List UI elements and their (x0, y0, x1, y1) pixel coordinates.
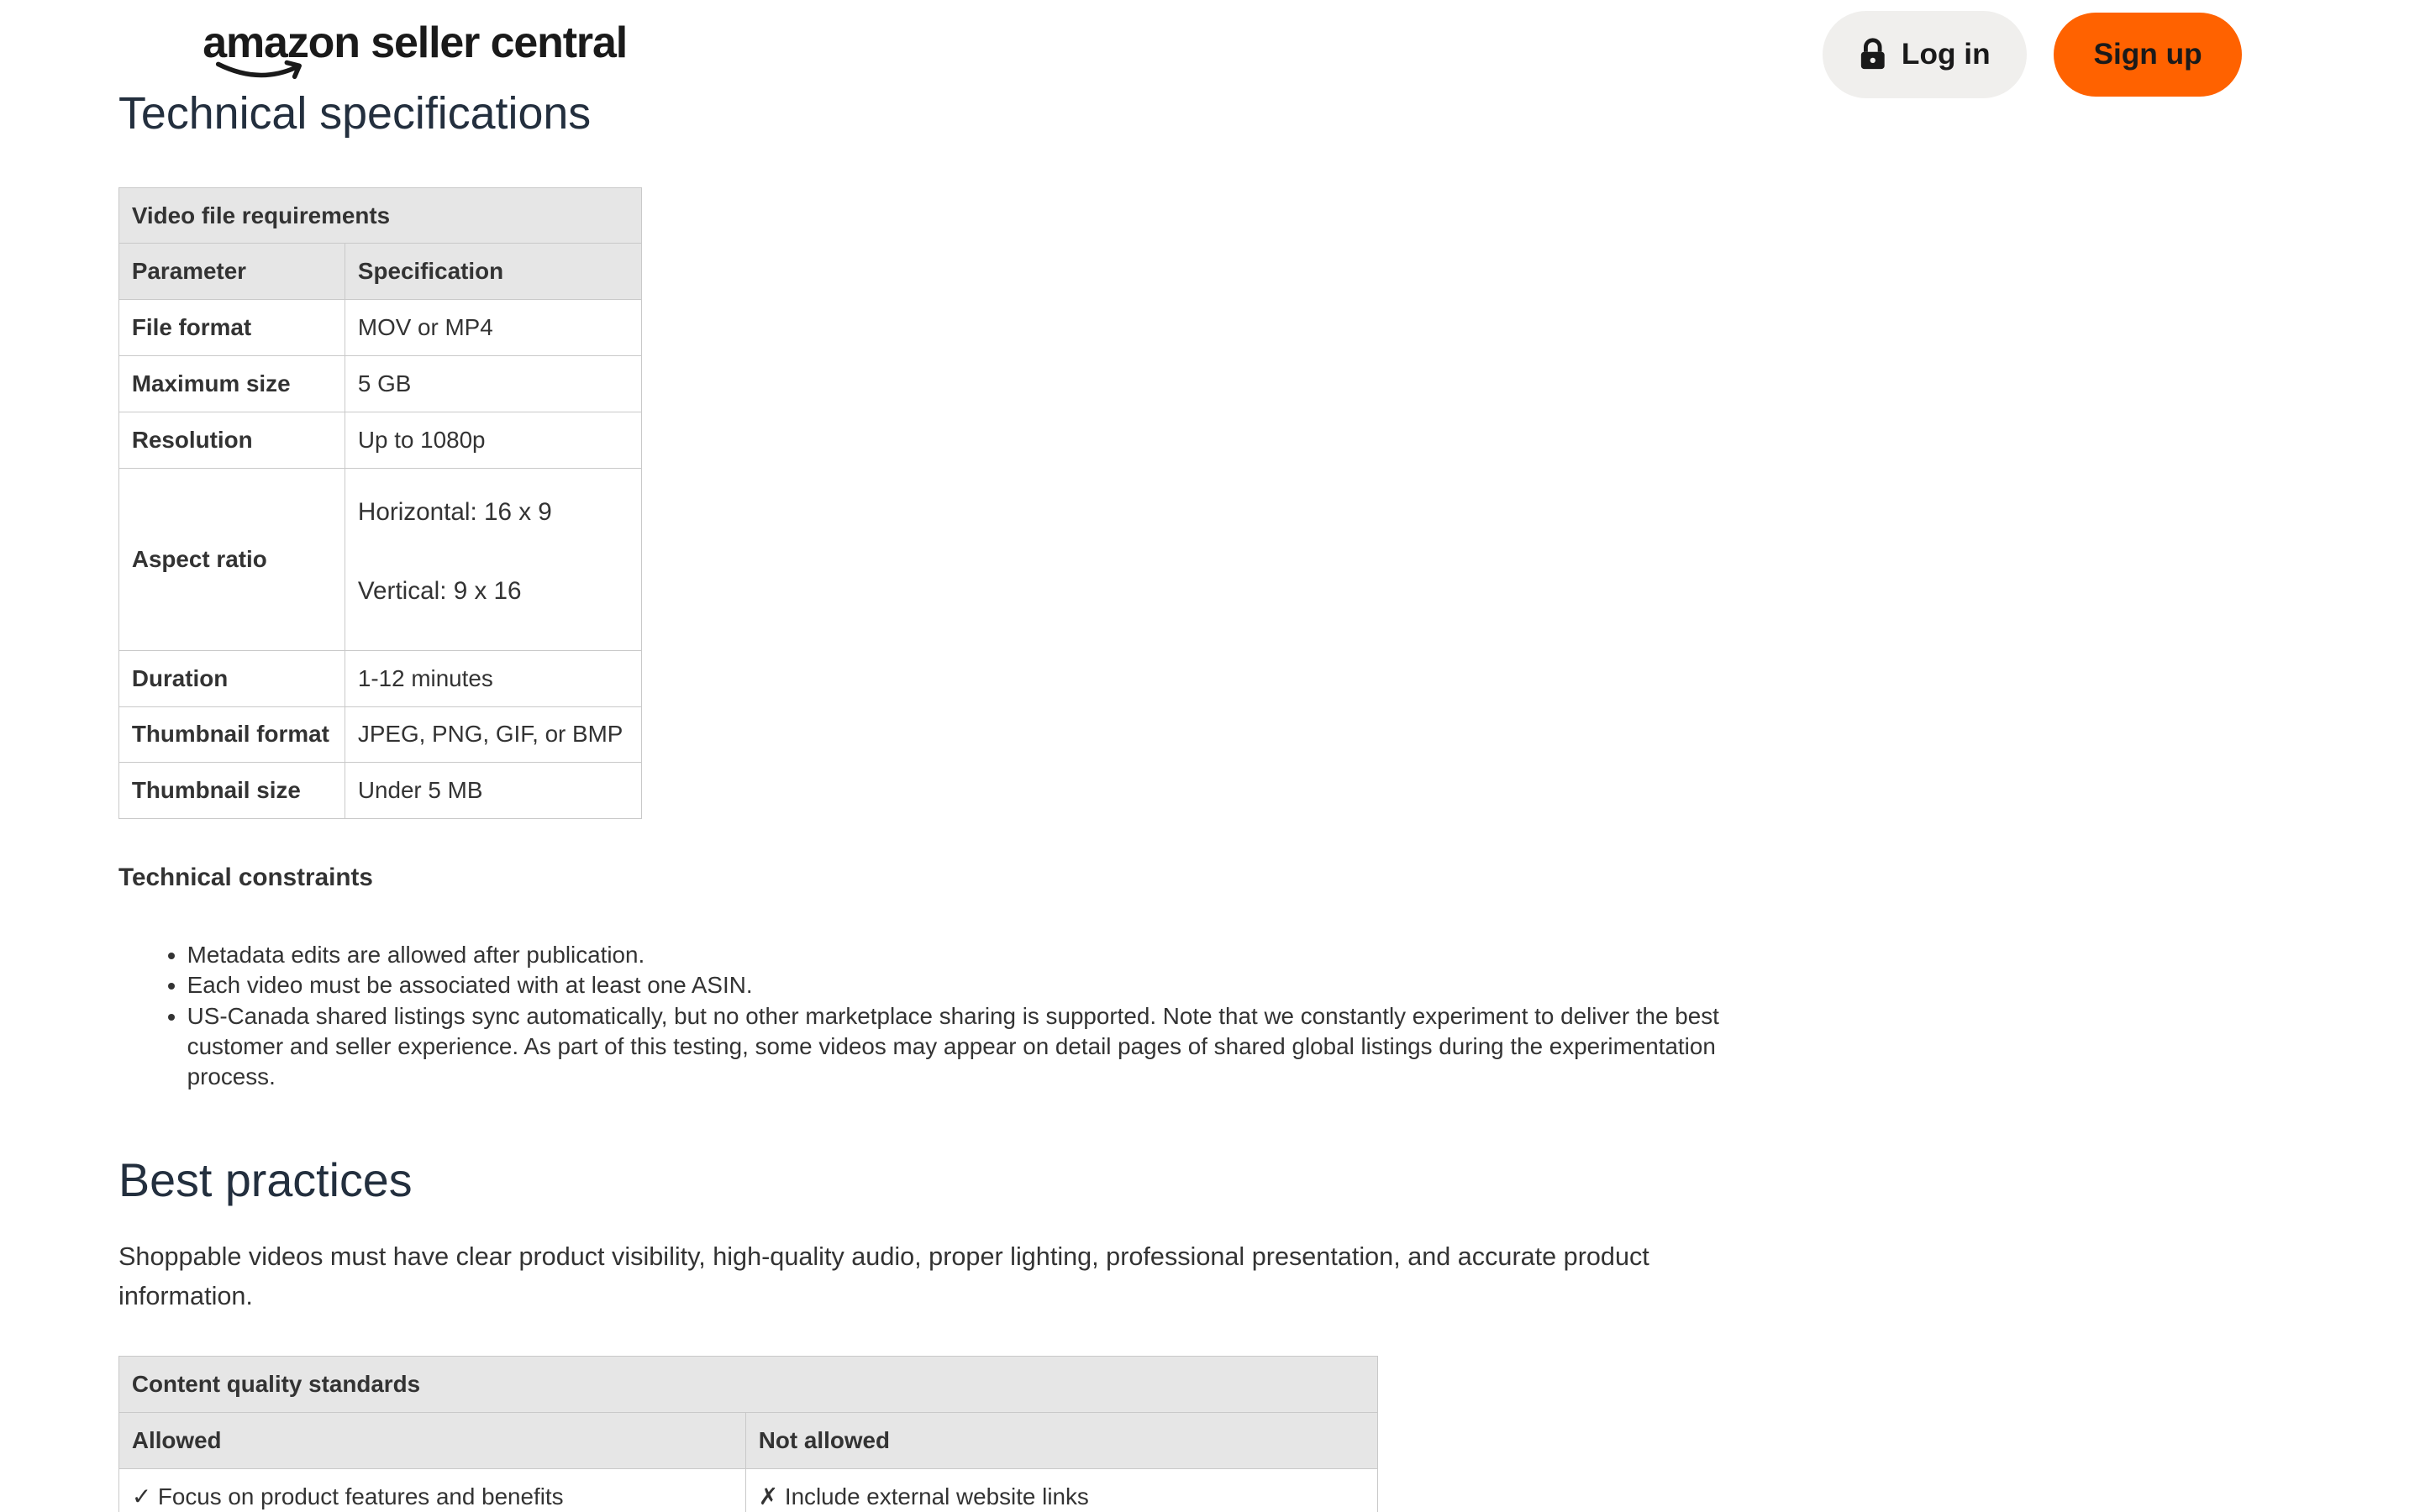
spec-cell: 1-12 minutes (345, 650, 642, 706)
table-header-row (119, 244, 642, 300)
param-cell: Thumbnail size (119, 763, 345, 819)
allowed-cell: ✓ Focus on product features and benefits (119, 1468, 746, 1512)
not-allowed-cell: ✗ Include external website links (745, 1468, 1377, 1512)
table-row (119, 1468, 1378, 1512)
list-item: • Metadata edits are allowed after publication. (187, 940, 1731, 970)
list-item: • Each video must be associated with at least one ASIN. (187, 970, 1731, 1000)
signup-label: Sign up (2093, 37, 2202, 71)
quality-standards-table (118, 1356, 1378, 1512)
login-label: Log in (1901, 37, 1991, 71)
signup-button[interactable] (2054, 13, 2243, 97)
video-requirements-table (118, 187, 642, 819)
param-cell: Maximum size (119, 356, 345, 412)
table-row (119, 300, 642, 356)
constraints-heading: Technical constraints (118, 864, 373, 891)
best-practices-title: Best practices (118, 1154, 413, 1207)
logo-text: amazon seller central (203, 18, 628, 68)
amazon-smile-icon (215, 58, 306, 83)
table-row (119, 706, 642, 763)
lock-icon (1860, 38, 1886, 71)
column-header: Specification (345, 244, 642, 300)
table-header-row (119, 1413, 1378, 1469)
column-header: Parameter (119, 244, 345, 300)
site-header (0, 0, 2420, 102)
spec-cell: JPEG, PNG, GIF, or BMP (345, 706, 642, 763)
best-practices-paragraph: Shoppable videos must have clear product visibility, high-quality audio, proper lighting, professional presentation, and accurate product information. (118, 1242, 1649, 1310)
spec-line: Horizontal: 16 x 9 (357, 497, 552, 526)
spec-cell (345, 468, 642, 650)
table-row (119, 763, 642, 819)
spec-cell: Up to 1080p (345, 412, 642, 468)
spec-cell: MOV or MP4 (345, 300, 642, 356)
seller-central-logo[interactable] (203, 18, 627, 87)
section-title: Technical specifications (118, 87, 592, 139)
table-caption: Video file requirements (119, 187, 642, 244)
param-cell: Aspect ratio (119, 468, 345, 650)
table-caption-row (119, 187, 642, 244)
spec-cell: Under 5 MB (345, 763, 642, 819)
param-cell: Thumbnail format (119, 706, 345, 763)
table-caption: Content quality standards (119, 1357, 1378, 1413)
column-header: Allowed (119, 1413, 746, 1469)
spec-cell: 5 GB (345, 356, 642, 412)
table-row (119, 650, 642, 706)
param-cell: Resolution (119, 412, 345, 468)
table-caption-row (119, 1357, 1378, 1413)
table-row (119, 468, 642, 650)
list-item: • US-Canada shared listings sync automatically, but no other marketplace sharing is supported. Note that we constantly experiment to deliver the best customer and seller experience. As part of this testing, some videos may appear on detail pages of shared global listings during the experimentation process. (187, 1001, 1731, 1093)
param-cell: File format (119, 300, 345, 356)
login-button[interactable] (1823, 11, 2027, 98)
column-header: Not allowed (745, 1413, 1377, 1469)
spec-line: Vertical: 9 x 16 (357, 577, 522, 606)
table-row (119, 356, 642, 412)
param-cell: Duration (119, 650, 345, 706)
table-row (119, 412, 642, 468)
constraints-list (118, 940, 1731, 1093)
